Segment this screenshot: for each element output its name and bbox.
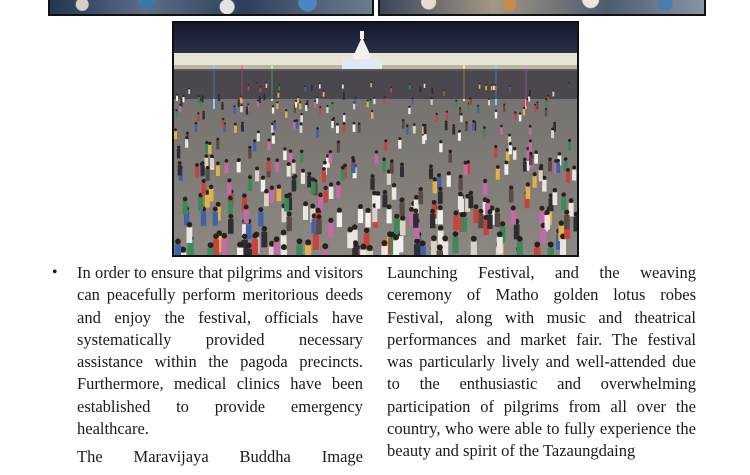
photo-top-right [378, 0, 706, 16]
festival-crowd-photo [172, 21, 579, 257]
paragraph-festival-assistance: In order to ensure that pilgrims and visitors can peacefully perform meritorious deeds and enjoy the festival, officials have systematically provided necessary assistance within the pagoda precincts. Furthermore, medical clinics have been established to provide emergency healthcare. [77, 263, 363, 439]
bullet-marker: • [52, 264, 58, 281]
paragraph-festival-events: Launching Festival, and the weaving ceremony of Matho golden lotus robes Festival, along with music and theatrical performances and market fair. The festival was particularly lively and well-attended due to the enthusiastic and overwhelming participation of pilgrims from all over the country, who were able to fully experience the beauty and spirit of the Tazaungdaing [387, 263, 696, 461]
paragraph-maravijaya: The Maravijaya Buddha Image [77, 447, 363, 467]
photo-top-left [48, 0, 374, 16]
article-column-right [387, 262, 696, 469]
article-column-left [52, 262, 363, 475]
